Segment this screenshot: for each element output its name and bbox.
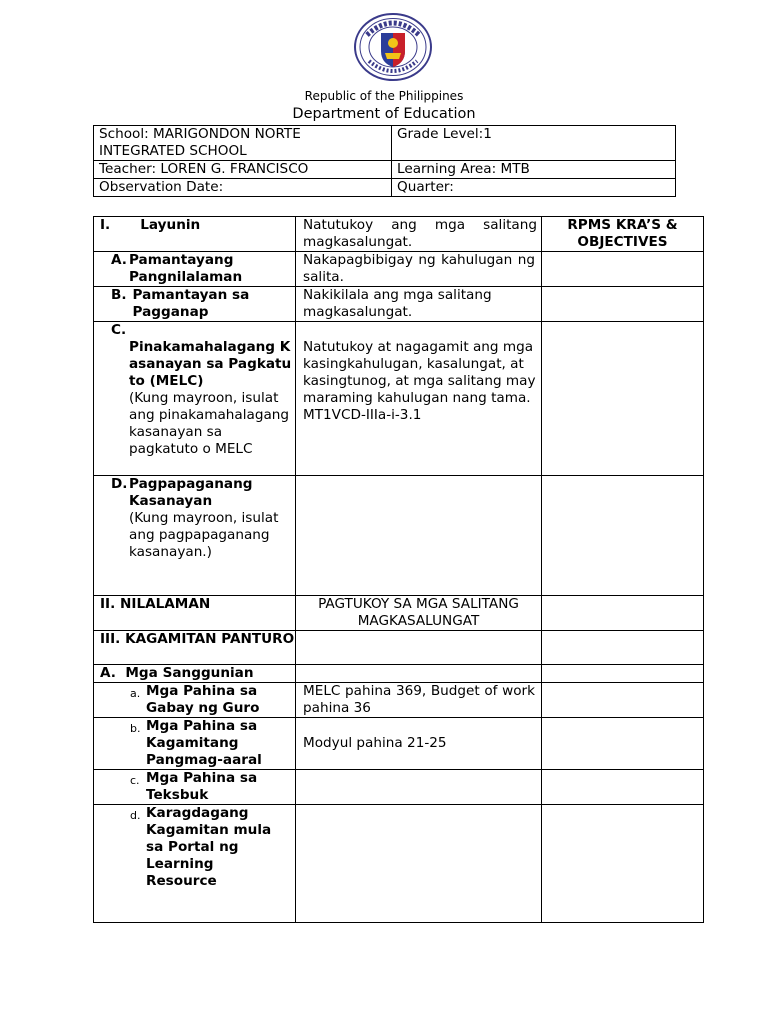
- rpms-cell-a: [542, 252, 704, 287]
- deped-seal-logo: [353, 13, 433, 81]
- teksbuk-value: [296, 770, 542, 805]
- sc-mark: c.: [130, 774, 140, 787]
- info-table: [93, 125, 676, 197]
- rpms-cell-sanggunian: [542, 665, 704, 683]
- layunin-label: Layunin: [140, 217, 201, 233]
- melc-note: (Kung mayroon, isulat ang pinakamahalagang kasanayan sa pagkatuto o MELC: [129, 390, 290, 457]
- pamantayang-pangnilalaman-value: Nakapagbibigay ng kahulugan ng salita.: [303, 252, 535, 285]
- sanggunian-label: A. Mga Sanggunian: [94, 665, 296, 683]
- gabay-ng-guro-value: MELC pahina 369, Budget of work pahina 36: [303, 683, 535, 716]
- rpms-cell-b: [542, 287, 704, 322]
- gabay-ng-guro-label: Mga Pahina sa Gabay ng Guro: [146, 683, 260, 716]
- teksbuk-label: Mga Pahina sa Teksbuk: [146, 770, 258, 803]
- observation-date-cell: Observation Date:: [94, 179, 392, 197]
- kagamitang-pangmag-aaral-value: Modyul pahina 21-25: [296, 718, 542, 770]
- quarter-cell: Quarter:: [392, 179, 676, 197]
- rpms-cell-kagamitan: [542, 631, 704, 665]
- pagpapaganang-value: [296, 476, 542, 596]
- pagpapaganang-note: (Kung mayroon, isulat ang pagpapaganang kasanayan.): [129, 510, 279, 560]
- learning-resource-label: Karagdagang Kagamitan mula sa Portal ng Learning Resource: [146, 805, 272, 889]
- rpms-cell-nilalaman: [542, 596, 704, 631]
- department-line: Department of Education: [292, 106, 476, 122]
- grade-level-cell: Grade Level:1: [392, 126, 676, 161]
- d-mark: D.: [111, 476, 128, 492]
- rpms-cell-sc: [542, 770, 704, 805]
- pamantayang-pangnilalaman-label: Pamantayang Pangnilalaman: [128, 252, 243, 285]
- kagamitang-pangmag-aaral-label: Mga Pahina sa Kagamitang Pangmag-aaral: [146, 718, 262, 768]
- melc-value: Natutukoy at nagagamit ang mga kasingkahulugan, kasalungat, at kasingtunog, at mga salitang may maraming kahulugan nang tama.: [303, 339, 536, 406]
- melc-code: MT1VCD-IIIa-i-3.1: [303, 407, 422, 423]
- rpms-header: RPMS KRA’S & OBJECTIVES: [542, 217, 704, 252]
- teacher-cell: Teacher: LOREN G. FRANCISCO: [94, 161, 392, 179]
- sanggunian-value: [296, 665, 542, 683]
- sb-mark: b.: [130, 722, 141, 735]
- republic-line: Republic of the Philippines: [304, 89, 464, 103]
- learning-area-cell: Learning Area: MTB: [392, 161, 676, 179]
- nilalaman-label: II. NILALAMAN: [94, 596, 296, 631]
- rpms-cell-sd: [542, 805, 704, 923]
- b-mark: B.: [111, 287, 127, 303]
- pagpapaganang-kasanayan-label: Pagpapaganang Kasanayan: [129, 476, 253, 509]
- rpms-cell-sb: [542, 718, 704, 770]
- a-mark: A.: [111, 252, 127, 268]
- lesson-plan-table: [93, 216, 704, 923]
- pamantayan-sa-pagganap-label: Pamantayan sa Pagganap: [132, 287, 250, 320]
- layunin-number: I.: [100, 217, 111, 233]
- layunin-value: Natutukoy ang mga salitang magkasalungat.: [303, 217, 537, 250]
- rpms-cell-sa: [542, 683, 704, 718]
- kagamitan-panturo-label: III. KAGAMITAN PANTURO: [94, 631, 296, 665]
- pamantayan-sa-pagganap-value: Nakikilala ang mga salitang magkasalungat.: [296, 287, 542, 322]
- sa-mark: a.: [130, 687, 141, 700]
- sd-mark: d.: [130, 809, 141, 822]
- rpms-cell-d: [542, 476, 704, 596]
- nilalaman-value: PAGTUKOY SA MGA SALITANG MAGKASALUNGAT: [296, 596, 542, 631]
- melc-label: Pinakamahalagang Kasanayan sa Pagkatuto (MELC): [129, 339, 292, 389]
- rpms-cell-c: [542, 322, 704, 476]
- c-mark: C.: [111, 322, 127, 338]
- kagamitan-panturo-value: [296, 631, 542, 665]
- school-cell: School: MARIGONDON NORTE INTEGRATED SCHOOL: [94, 126, 392, 161]
- learning-resource-value: [296, 805, 542, 923]
